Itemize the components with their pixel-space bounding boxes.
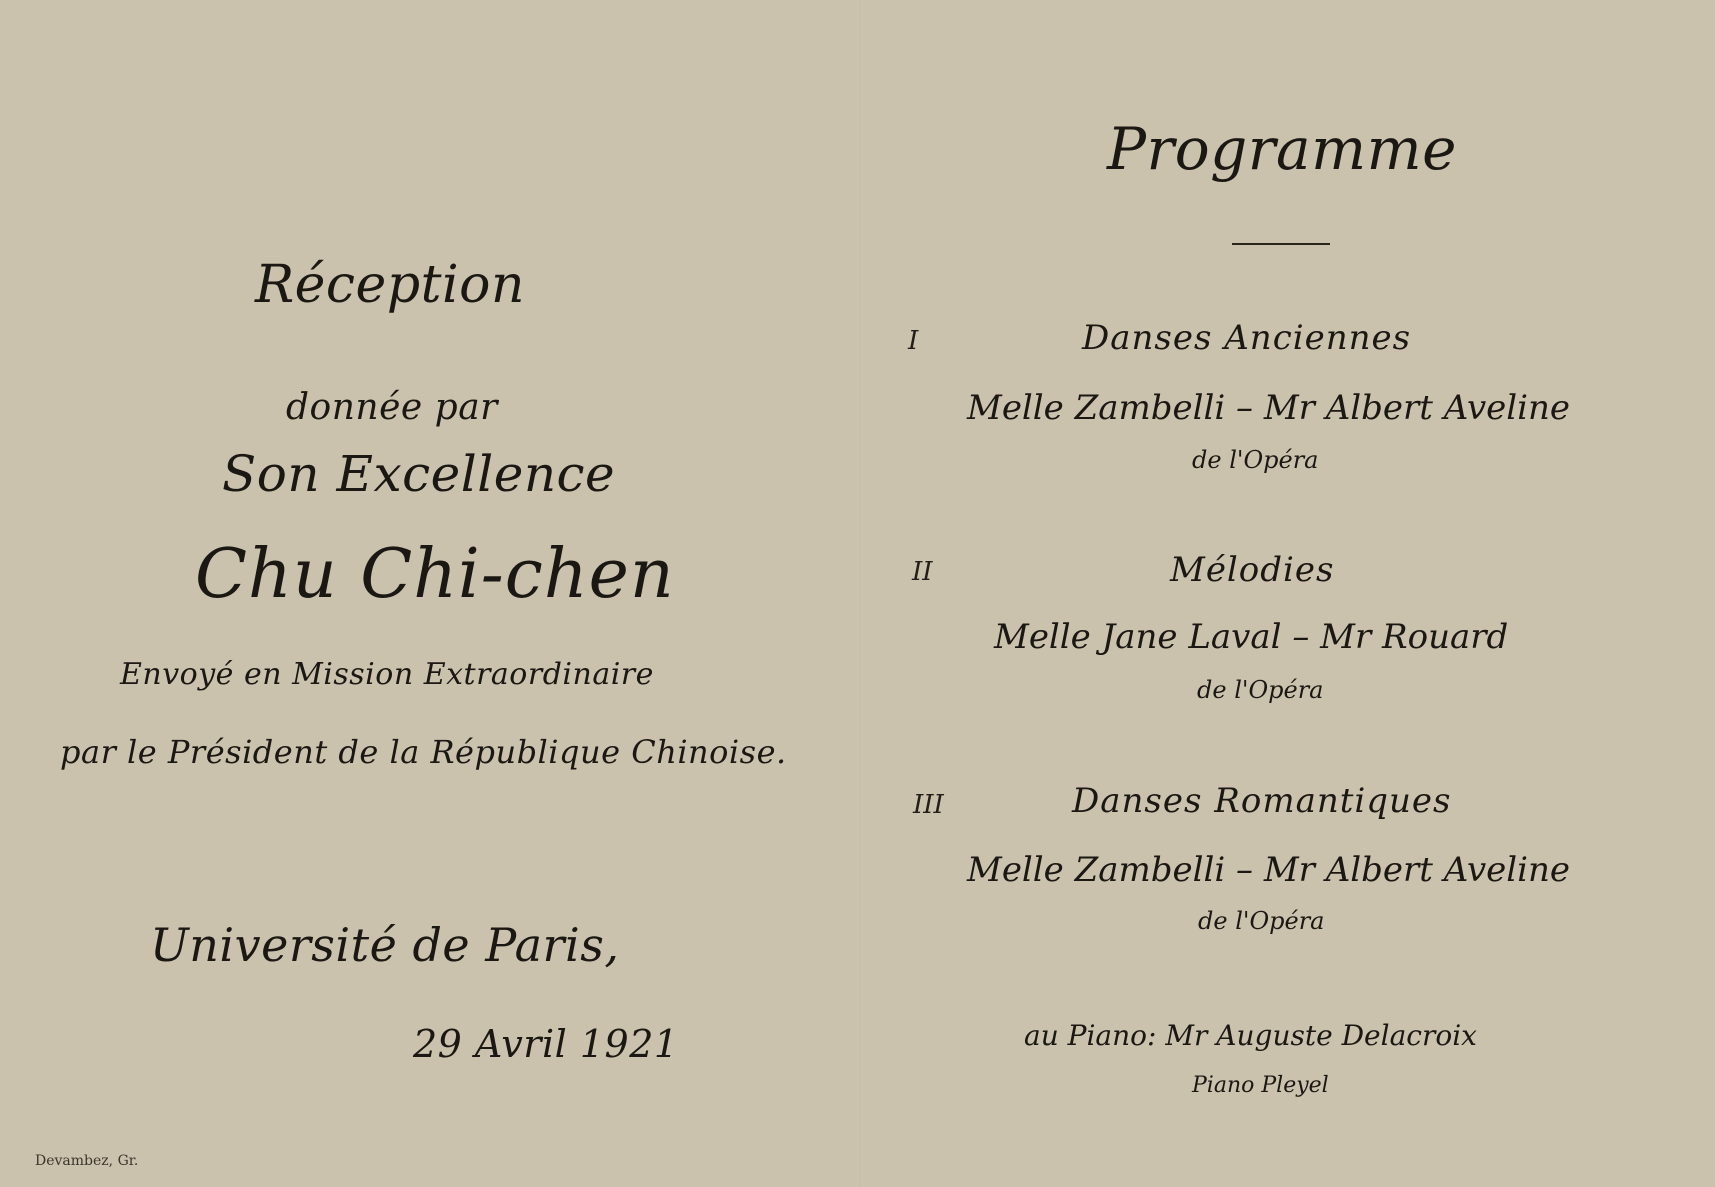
section-numeral: II [912, 557, 933, 587]
section-performers: Melle Zambelli – Mr Albert Aveline [967, 388, 1571, 428]
programme-heading: Programme [1107, 115, 1457, 183]
heading-rule [1232, 243, 1330, 245]
section-numeral: III [913, 790, 944, 820]
section-title: Danses Romantiques [1072, 781, 1452, 821]
section-title: Mélodies [1170, 550, 1335, 590]
piano-credit: au Piano: Mr Auguste Delacroix [1024, 1019, 1477, 1052]
piano-brand: Piano Pleyel [1192, 1073, 1329, 1098]
president-line: par le Président de la République Chinoise. [60, 733, 787, 771]
section-venue: de l'Opéra [1197, 676, 1324, 704]
event-date: 29 Avril 1921 [413, 1022, 679, 1066]
section-numeral: I [908, 326, 919, 356]
engraver-credit: Devambez, Gr. [35, 1153, 139, 1169]
given-by-line: donnée par [286, 387, 498, 428]
section-performers: Melle Jane Laval – Mr Rouard [994, 617, 1509, 657]
section-venue: de l'Opéra [1192, 446, 1319, 474]
section-venue: de l'Opéra [1198, 907, 1325, 935]
reception-title: Réception [255, 255, 525, 315]
section-performers: Melle Zambelli – Mr Albert Aveline [967, 850, 1571, 890]
host-name: Chu Chi-chen [195, 535, 675, 614]
honorific-line: Son Excellence [222, 445, 616, 503]
right-page [862, 0, 1715, 1187]
venue-line: Université de Paris, [150, 918, 620, 972]
section-title: Danses Anciennes [1082, 318, 1412, 358]
mission-line: Envoyé en Mission Extraordinaire [120, 657, 654, 692]
